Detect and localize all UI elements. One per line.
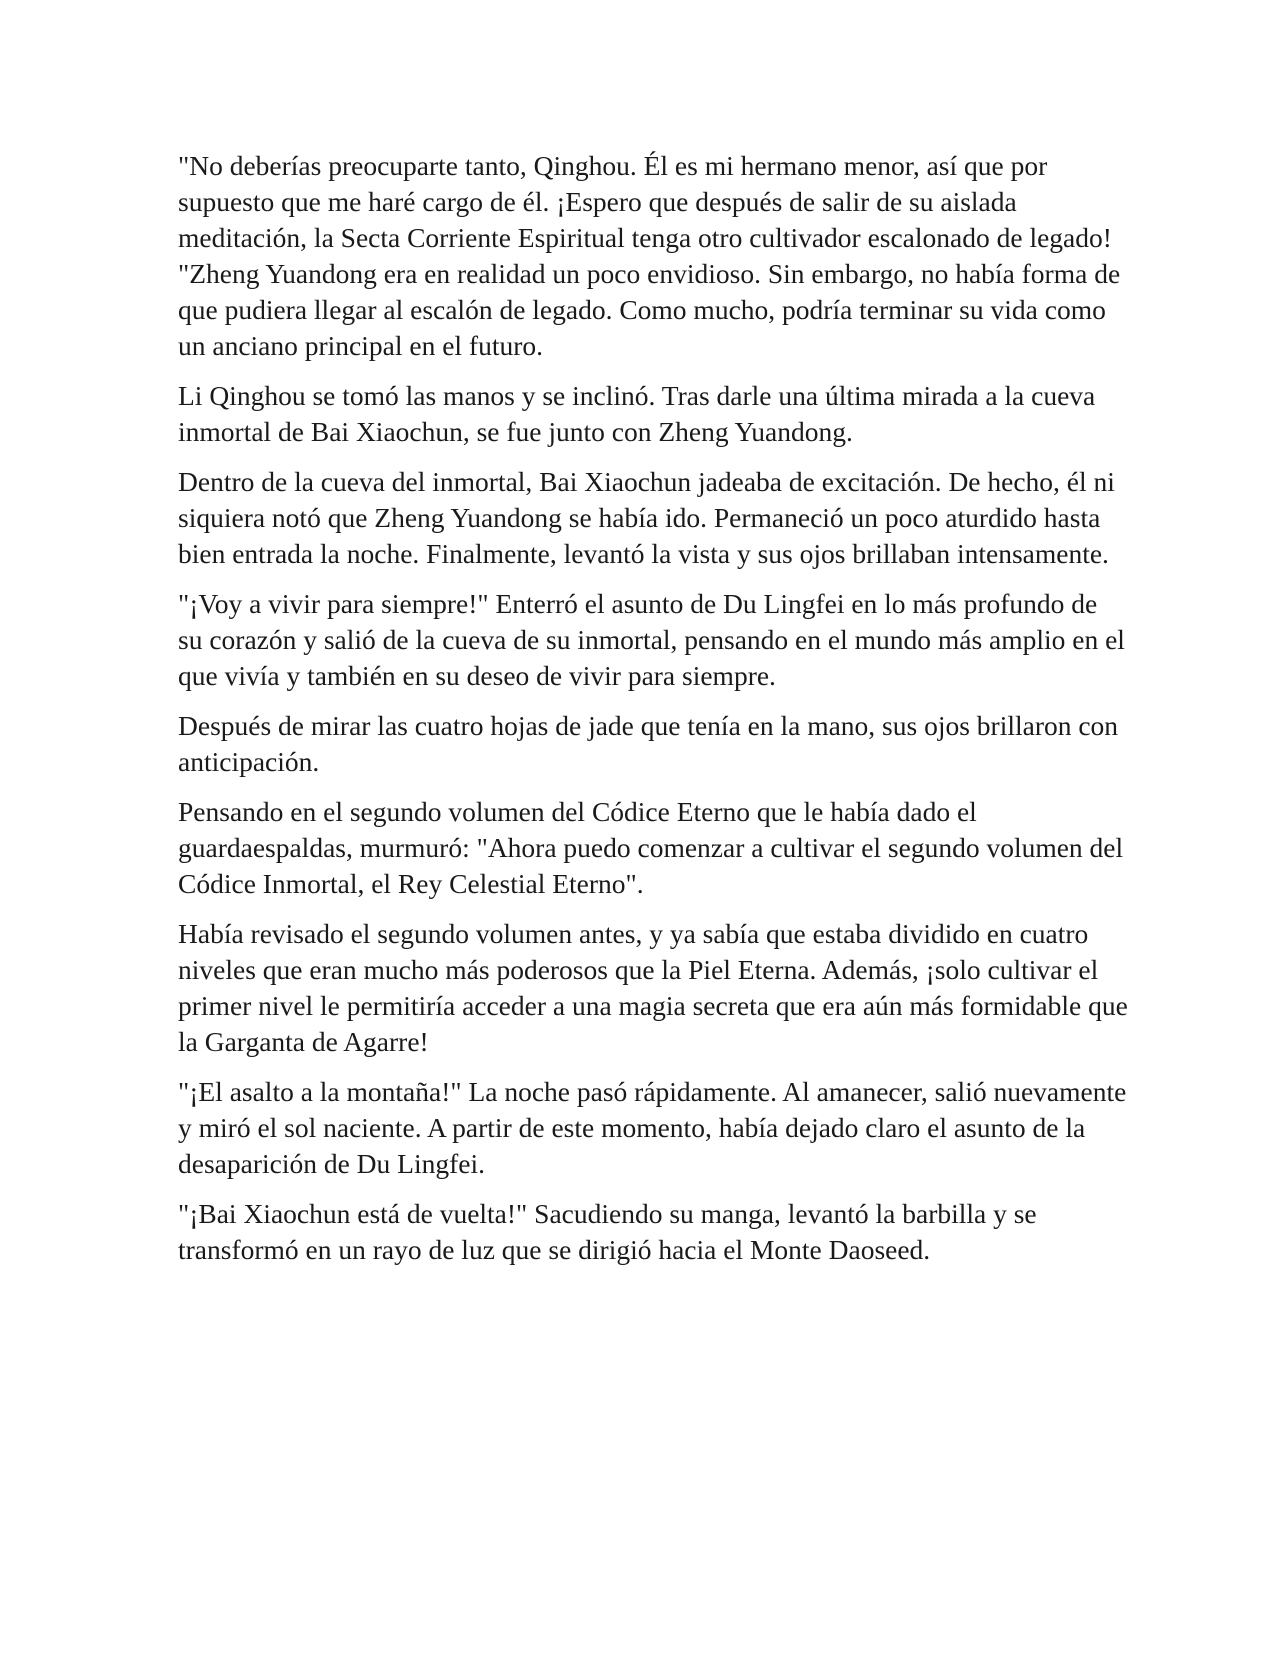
paragraph: "¡Voy a vivir para siempre!" Enterró el asunto de Du Lingfei en lo más profundo de su corazón y salió de la cueva de su inmortal, pensando en el mundo más amplio en el que vivía y también en su deseo de vivir para siempre. [178,588,1125,691]
paragraph: "No deberías preocuparte tanto, Qinghou. Él es mi hermano menor, así que por supuesto que me haré cargo de él. ¡Espero que después de salir de su aislada meditación, la Secta Corriente Espiritual tenga otro cultivador escalonado de legado! "Zheng Yuandong era en realidad un poco envidioso. Sin embargo, no había forma de que pudiera llegar al escalón de legado. Como mucho, podría terminar su vida como un anciano principal en el futuro. [178,150,1121,361]
paragraph: "¡Bai Xiaochun está de vuelta!" Sacudiendo su manga, levantó la barbilla y se transformó en un rayo de luz que se dirigió hacia el Monte Daoseed. [178,1198,1037,1265]
paragraph: Dentro de la cueva del inmortal, Bai Xiaochun jadeaba de excitación. De hecho, él ni siquiera notó que Zheng Yuandong se había ido. Permaneció un poco aturdido hasta bien entrada la noche. Finalmente, levantó la vista y sus ojos brillaban intensamente. [178,466,1115,569]
paragraph: "¡El asalto a la montaña!" La noche pasó rápidamente. Al amanecer, salió nuevamente y miró el sol naciente. A partir de este momento, había dejado claro el asunto de la desaparición de Du Lingfei. [178,1076,1127,1179]
paragraph: Pensando en el segundo volumen del Códice Eterno que le había dado el guardaespaldas, murmuró: "Ahora puedo comenzar a cultivar el segundo volumen del Códice Inmortal, el Rey Celestial Eterno". [178,796,1124,899]
document-body [178,148,1128,1282]
paragraph: Había revisado el segundo volumen antes, y ya sabía que estaba dividido en cuatro niveles que eran mucho más poderosos que la Piel Eterna. Además, ¡solo cultivar el primer nivel le permitiría acceder a una magia secreta que era aún más formidable que la Garganta de Agarre! [178,918,1128,1057]
paragraph: Li Qinghou se tomó las manos y se inclinó. Tras darle una última mirada a la cueva inmortal de Bai Xiaochun, se fue junto con Zheng Yuandong. [178,380,1096,447]
paragraph: Después de mirar las cuatro hojas de jade que tenía en la mano, sus ojos brillaron con anticipación. [178,710,1119,777]
